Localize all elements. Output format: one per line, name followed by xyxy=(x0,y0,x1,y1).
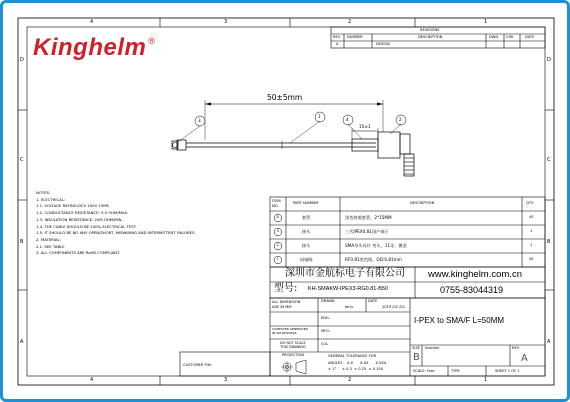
zone-bottom-4: 4 xyxy=(90,377,94,383)
rev-col-rev: REV xyxy=(333,35,341,39)
tolerance-headers: ANGLES X.X X.XX X.XXX xyxy=(328,361,387,365)
rev-col-chk: CHK xyxy=(506,35,514,39)
balloon-3-label: 3 xyxy=(198,118,201,123)
number-label: Number xyxy=(425,346,440,350)
bom-item-number: 2 xyxy=(276,243,279,247)
zone-top-3: 3 xyxy=(224,19,228,25)
computer-generated-note: COMPUTER GENERATED IN SOLIDWORKS xyxy=(272,327,308,335)
bom-description: 三代IPEX0.81国产端子 xyxy=(345,229,389,234)
zone-right-d: D xyxy=(547,57,551,63)
notes-line: 1.3. INSULATION RESISTANCE: 20M OHM/MIN. xyxy=(36,216,123,222)
bom-header-item: ITEM NO. xyxy=(272,199,281,208)
bom-part: 套管 xyxy=(302,215,311,220)
notes-line: 1.5. IT SHOULD BE NO ANY OPEN/SHORT, MISWIRING AND INTERMITTENT FAILURES. xyxy=(36,230,196,236)
zone-right-c: C xyxy=(547,157,551,163)
tolerance-values: ± 1° ± 0.3 ± 0.25 ± 0.150 xyxy=(328,367,383,371)
zone-left-d: D xyxy=(20,57,24,63)
bom-description: SMA母头母针 弯头，11牙，镀金 xyxy=(345,243,407,248)
size-value: B xyxy=(413,352,420,363)
bom-header-description: DESCRIPTION xyxy=(410,201,435,205)
revisions-title: REVISIONS xyxy=(420,28,440,32)
rev-value: A xyxy=(521,353,528,364)
customer-pn-label: CUSTOMER P/N: xyxy=(183,363,212,367)
bom-part: 接头 xyxy=(302,229,311,234)
bom-qty: 45 xyxy=(529,257,534,261)
bom-item-number: 4 xyxy=(276,215,279,219)
notes-line: 1.4. THE CABLE SHOULD BE 100% ELECTRICAL TEST xyxy=(36,223,137,229)
zone-right-b: B xyxy=(547,239,551,245)
zone-top-1: 1 xyxy=(484,19,488,25)
zone-top-2: 2 xyxy=(348,19,352,25)
drawing-date: 2019 /02 /01 xyxy=(382,305,405,309)
bom-description: 黑色热缩套管，2*15MM xyxy=(345,215,392,220)
zone-left-b: B xyxy=(20,239,24,245)
notes-line: 2. MATERIAL: xyxy=(36,236,61,242)
tolerance-title: GENERAL TOLERANCE FOR xyxy=(328,354,377,358)
drawn-label: DRAWN xyxy=(321,299,335,303)
model-number: KH-SMAKW-IPEX3-RG0.81-B50 xyxy=(308,286,388,292)
sheet-value: SHEET 1 OF 1 xyxy=(495,369,520,373)
bom-header-qty: QTY. xyxy=(526,201,534,205)
rev-col-dwn: DWN xyxy=(489,35,499,39)
balloon-1-label: 1 xyxy=(318,114,321,119)
mfg-label: MFG. xyxy=(321,329,331,333)
rev-label: REV xyxy=(512,346,520,350)
company-name: 深圳市金航标电子有限公司 xyxy=(285,268,405,279)
rev-col-description: DESCRIPTION xyxy=(418,35,443,39)
rev-col-date: DATE xyxy=(525,35,535,39)
bom-qty: 1 xyxy=(530,243,533,247)
bom-header-part: PART NUMBER xyxy=(293,201,319,205)
company-phone: 0755-83044319 xyxy=(440,285,504,295)
zone-left-c: C xyxy=(20,157,24,163)
bom-qty: 1 xyxy=(530,229,533,233)
drawn-by: Jerry xyxy=(345,305,354,309)
notes-block xyxy=(36,190,196,257)
do-not-scale-note: DO NOT SCALE THIS DRAWING xyxy=(280,341,306,349)
bom-item-number: 1 xyxy=(276,257,279,261)
bom-part: 同轴线 xyxy=(300,257,313,262)
zone-left-a: A xyxy=(20,339,24,345)
bom-part: 接头 xyxy=(302,243,311,248)
zone-top-4: 4 xyxy=(90,19,94,25)
balloon-2-label: 2 xyxy=(399,117,402,122)
zone-bottom-3: 3 xyxy=(224,377,228,383)
scale-value: SCALE: Free xyxy=(413,369,435,373)
qa-label: Q.A. xyxy=(321,342,329,346)
notes-line: 3. ALL COMPONENTS ARE RoHS COMPLIANT. xyxy=(36,250,121,256)
type-label: TYPE xyxy=(451,369,460,373)
heatshrink-dimension: 15±1 xyxy=(359,124,371,129)
bom-description: RF0.81黑色线，OD:0.81mm xyxy=(345,257,402,262)
notes-line: 1.2. CONDUCTANCE RESISTANCE: 3.0 OHM/MAX. xyxy=(36,210,129,216)
drawing-description: I-PEX to SMA/F L=50MM xyxy=(414,316,505,325)
zone-bottom-1: 1 xyxy=(484,377,488,383)
rev-row-description: DESIGN xyxy=(376,42,390,46)
notes-line: 2.1. SEE TABLE xyxy=(36,243,65,249)
rev-col-number: NUMBER xyxy=(347,35,363,39)
all-dimension-note: ALL DIMENSION ARE IN MM xyxy=(272,300,301,309)
projection-label: PROJECTION xyxy=(282,353,305,357)
zone-right-a: A xyxy=(547,339,551,345)
company-website: www.kinghelm.com.cn xyxy=(428,269,522,280)
zone-bottom-2: 2 xyxy=(348,377,352,383)
notes-line: 1.1. VOLTAGE RATING:DCV 100V 15MS xyxy=(36,203,109,209)
notes-title: NOTES: xyxy=(36,190,51,195)
notes-line: 1. ELECTRICAL: xyxy=(36,196,66,202)
length-dimension: 50±5mm xyxy=(267,93,303,102)
bom-item-number: 3 xyxy=(276,229,279,233)
balloon-4-label: 4 xyxy=(346,117,349,122)
eng-label: ENG. xyxy=(321,316,330,320)
date-label: DATE xyxy=(368,299,378,303)
bom-qty: 45 xyxy=(529,215,534,219)
rev-row-rev: A xyxy=(336,42,339,46)
model-label: 型号: xyxy=(274,283,298,294)
size-label: SIZE xyxy=(412,346,421,350)
kinghelm-logo: Kinghelm ® xyxy=(33,34,156,61)
